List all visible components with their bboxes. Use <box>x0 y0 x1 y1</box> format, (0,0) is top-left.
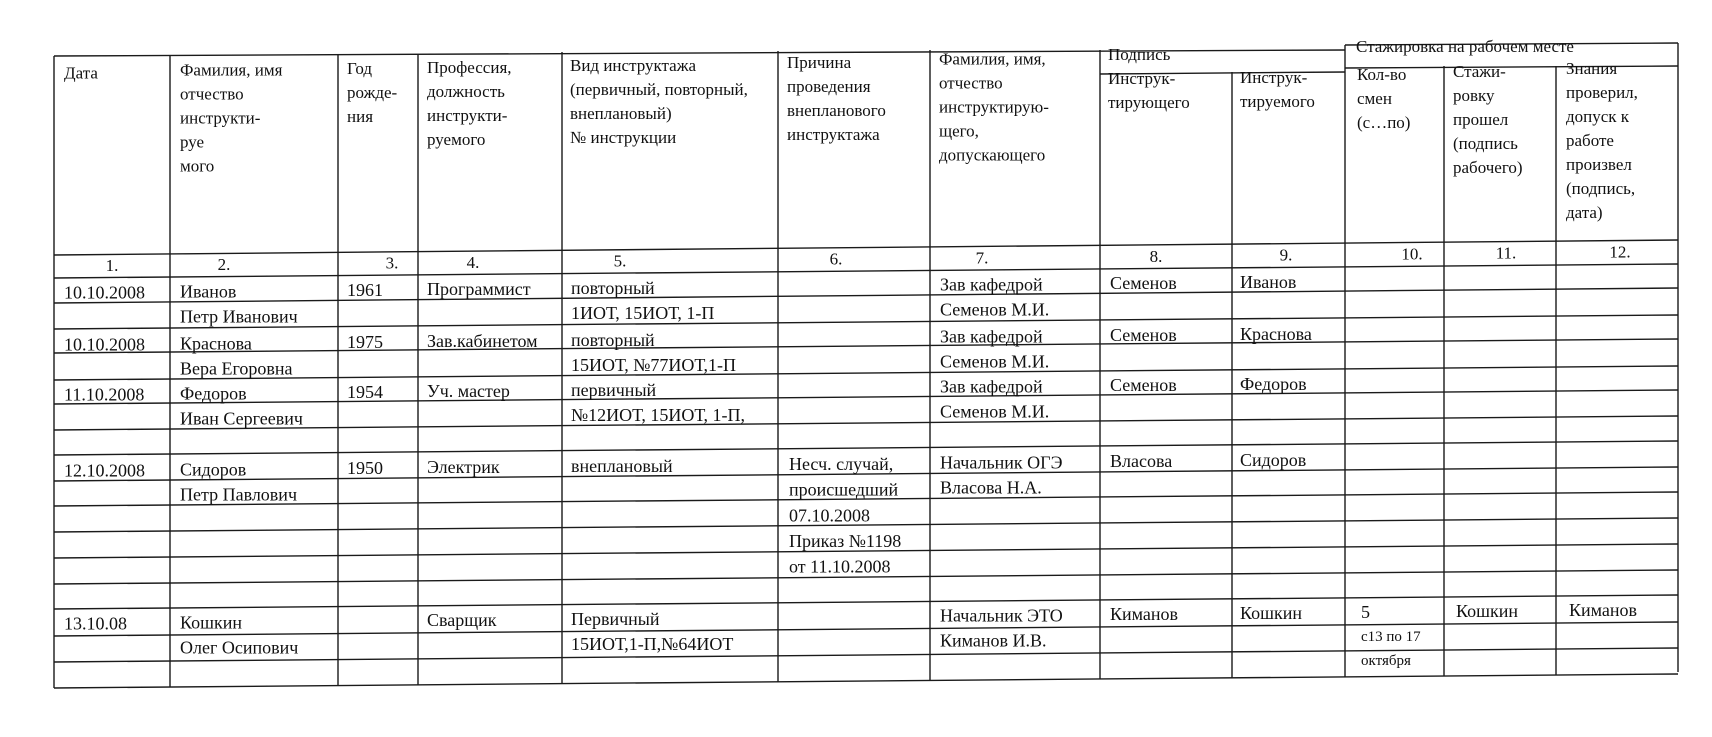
header-instructor-line: инструктирую- <box>939 97 1049 117</box>
column-number: 11. <box>1495 243 1517 263</box>
header-profession-line: должность <box>427 82 505 102</box>
header-sig-instructed-line: Инструк- <box>1240 68 1308 88</box>
record-reason-line: происшедший <box>789 479 899 500</box>
record-date: 12.10.2008 <box>64 460 145 481</box>
record-sig-instructed: Сидоров <box>1240 450 1307 471</box>
header-instructor-line: щего, <box>939 121 979 141</box>
record-surname: Иванов <box>180 281 237 302</box>
record-instructor-name: Семенов М.И. <box>940 299 1050 320</box>
record-instructions: №12ИОТ, 15ИОТ, 1-П, <box>571 404 746 425</box>
record-sig-instructor: Власова <box>1110 451 1173 472</box>
record-passed: Кошкин <box>1456 601 1518 622</box>
header-checked-line: проверил, <box>1566 83 1638 103</box>
header-reason-line: Причина <box>787 53 852 73</box>
header-reason-line: инструктажа <box>787 125 880 145</box>
record-sig-instructor: Семенов <box>1110 273 1177 294</box>
header-fio-line: инструкти- <box>180 108 261 128</box>
record-reason-line: от 11.10.2008 <box>789 556 891 577</box>
header-fio-line: мого <box>180 156 215 176</box>
record-instructor-name: Семенов М.И. <box>940 351 1050 372</box>
column-number: 1. <box>105 256 119 276</box>
header-instructor-line: отчество <box>939 73 1003 93</box>
header-checked-line: (подпись, <box>1566 179 1636 199</box>
record-instructor-title: Начальник ОГЭ <box>940 452 1063 473</box>
record-instructor-title: Начальник ЭТО <box>940 605 1063 626</box>
header-shifts-line: смен <box>1357 89 1392 109</box>
header-reason-line: проведения <box>787 77 871 97</box>
column-number: 5. <box>613 251 627 271</box>
header-passed-line: (подпись <box>1453 134 1518 154</box>
record-profession: Сварщик <box>427 610 497 631</box>
record-reason-line: 07.10.2008 <box>789 505 870 526</box>
table-cells <box>64 37 1638 669</box>
header-signature-group: Подпись <box>1108 45 1171 65</box>
record-name: Олег Осипович <box>180 637 299 658</box>
header-shifts-line: Кол-во <box>1357 65 1407 85</box>
record-sig-instructed: Кошкин <box>1240 603 1302 624</box>
header-fio-line: Фамилия, имя <box>180 60 283 80</box>
column-number: 3. <box>385 253 399 273</box>
record-profession: Электрик <box>427 457 500 478</box>
record-date: 10.10.2008 <box>64 282 145 303</box>
record-sig-instructed: Федоров <box>1240 374 1307 395</box>
header-reason-line: внепланового <box>787 101 886 121</box>
record-shifts: с13 по 17 <box>1361 629 1421 646</box>
header-shifts-line: (с…по) <box>1357 113 1411 133</box>
column-number: 8. <box>1149 246 1163 266</box>
header-year-line: рожде- <box>347 82 398 102</box>
header-passed-line: ровку <box>1453 86 1495 106</box>
header-checked-line: произвел <box>1566 155 1632 175</box>
header-instructor-line: Фамилия, имя, <box>939 49 1046 69</box>
header-instruction-type-line: № инструкции <box>570 127 677 147</box>
header-passed-line: рабочего) <box>1453 158 1523 178</box>
record-surname: Кошкин <box>180 612 242 633</box>
record-name: Петр Павлович <box>180 484 297 505</box>
record-instructions: 15ИОТ, №77ИОТ,1-П <box>571 354 737 375</box>
header-checked-line: дата) <box>1566 203 1603 223</box>
record-instructor-title: Зав кафедрой <box>940 274 1043 295</box>
record-year: 1954 <box>347 381 383 402</box>
record-instruction-type: внеплановый <box>571 455 673 476</box>
record-year: 1961 <box>347 279 383 300</box>
header-year-line: ния <box>347 106 374 126</box>
record-surname: Краснова <box>180 333 252 354</box>
column-number: 2. <box>217 255 231 275</box>
header-instruction-type-line: Вид инструктажа <box>570 55 696 75</box>
column-number: 7. <box>975 248 989 268</box>
record-instructor-name: Власова Н.А. <box>940 477 1042 498</box>
header-checked-line: Знания <box>1566 59 1618 79</box>
header-internship-group: Стажировка на рабочем месте <box>1356 37 1574 57</box>
record-instructions: 15ИОТ,1-П,№64ИОТ <box>571 633 734 654</box>
record-sig-instructor: Киманов <box>1110 604 1179 625</box>
record-instructor-name: Семенов М.И. <box>940 401 1050 422</box>
record-name: Иван Сергеевич <box>180 408 303 429</box>
column-number: 9. <box>1279 245 1293 265</box>
record-year: 1950 <box>347 457 383 478</box>
header-sig-instructor-line: тирующего <box>1108 93 1190 113</box>
record-checked: Киманов <box>1569 600 1638 621</box>
header-sig-instructed-line: тируемого <box>1240 92 1315 112</box>
header-instruction-type-line: (первичный, повторный, <box>570 79 748 99</box>
record-instruction-type: Первичный <box>571 608 660 629</box>
record-date: 10.10.2008 <box>64 334 145 355</box>
record-sig-instructed: Иванов <box>1240 272 1297 293</box>
record-sig-instructor: Семенов <box>1110 375 1177 396</box>
record-instruction-type: повторный <box>571 277 655 298</box>
header-date: Дата <box>64 63 98 83</box>
header-instructor-line: допускающего <box>939 145 1046 165</box>
header-checked-line: работе <box>1566 131 1614 151</box>
record-year: 1975 <box>347 331 383 352</box>
header-fio-line: отчество <box>180 84 244 104</box>
record-date: 11.10.2008 <box>64 384 145 405</box>
record-instructor-title: Зав кафедрой <box>940 326 1043 347</box>
record-name: Петр Иванович <box>180 306 298 327</box>
record-name: Вера Егоровна <box>180 358 293 379</box>
header-fio-line: руе <box>180 132 205 152</box>
header-profession-line: руемого <box>427 130 486 150</box>
record-sig-instructed: Краснова <box>1240 324 1312 345</box>
column-number: 10. <box>1401 244 1423 264</box>
header-sig-instructor-line: Инструк- <box>1108 69 1176 89</box>
record-reason-line: Приказ №1198 <box>789 530 902 551</box>
record-surname: Федоров <box>180 383 247 404</box>
header-passed-line: Стажи- <box>1453 62 1506 82</box>
header-year-line: Год <box>347 58 372 78</box>
record-profession: Уч. мастер <box>427 381 510 402</box>
record-date: 13.10.08 <box>64 613 127 634</box>
header-profession-line: Профессия, <box>427 58 512 78</box>
column-number: 4. <box>466 252 480 272</box>
column-number: 12. <box>1609 242 1631 262</box>
record-reason-line: Несч. случай, <box>789 454 894 475</box>
record-instruction-type: первичный <box>571 379 657 400</box>
record-surname: Сидоров <box>180 459 247 480</box>
header-instruction-type-line: внеплановый) <box>570 103 672 123</box>
record-profession: Программист <box>427 279 531 300</box>
record-instructor-title: Зав кафедрой <box>940 376 1043 397</box>
record-profession: Зав.кабинетом <box>427 331 538 352</box>
record-instruction-type: повторный <box>571 329 655 350</box>
header-passed-line: прошел <box>1453 110 1509 130</box>
header-profession-line: инструкти- <box>427 106 508 126</box>
column-number: 6. <box>829 249 843 269</box>
record-shifts: 5 <box>1361 602 1370 623</box>
record-sig-instructor: Семенов <box>1110 325 1177 346</box>
record-shifts: октября <box>1361 653 1411 670</box>
header-checked-line: допуск к <box>1566 107 1630 127</box>
record-instructions: 1ИОТ, 15ИОТ, 1-П <box>571 302 715 323</box>
record-instructor-name: Киманов И.В. <box>940 630 1047 651</box>
